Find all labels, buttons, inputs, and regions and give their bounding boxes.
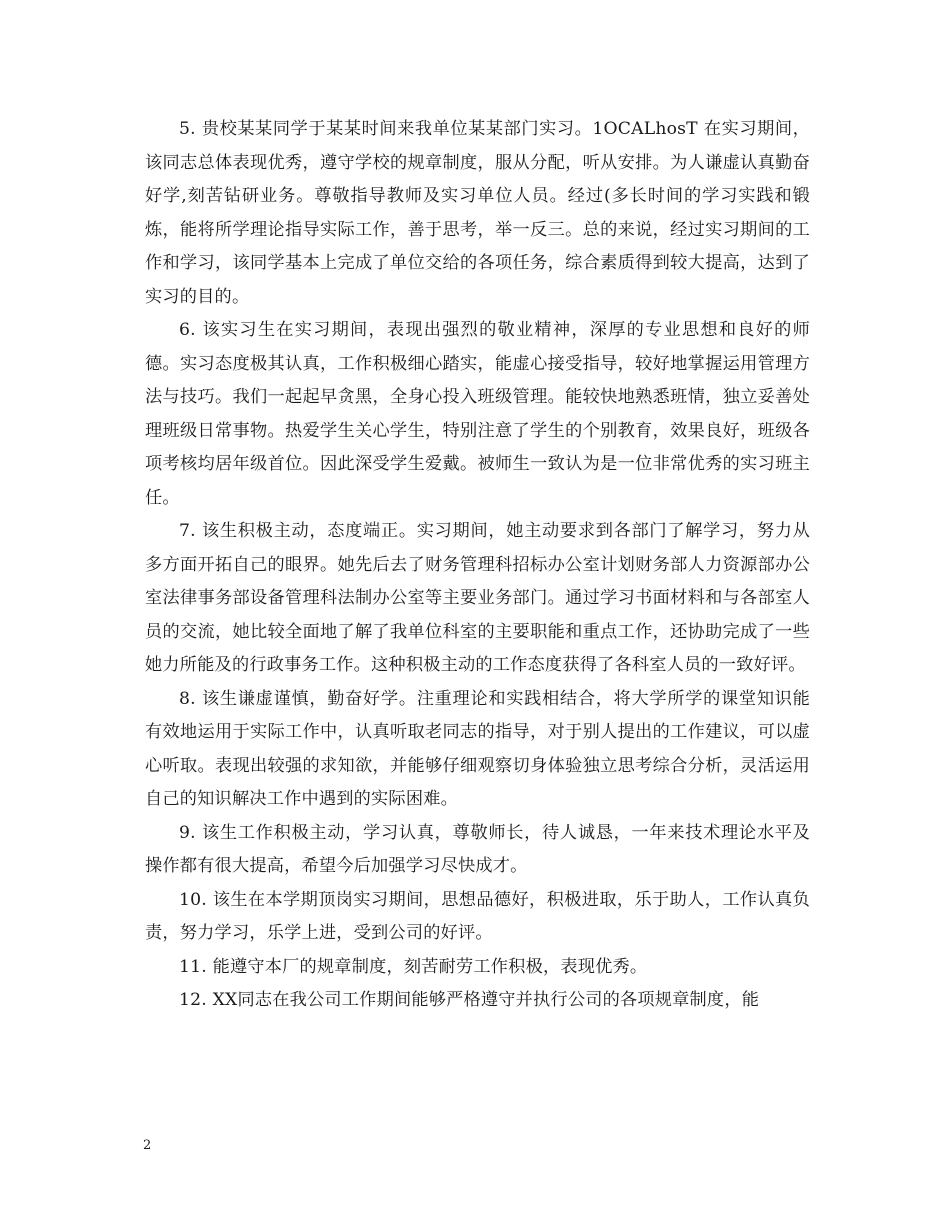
document-body [145,113,810,1018]
page-number: 2 [143,1138,152,1153]
paragraph-5: 5. 贵校某某同学于某某时间来我单位某某部门实习。1OCALhosT 在实习期间，该同志总体表现优秀，遵守学校的规章制度，服从分配，听从安排。为人谦虚认真勤奋好学,刻苦钻研业务。尊敬指导教师及实习单位人员。经过(多长时间的学习实践和锻炼，能将所学理论指导实际工作，善于思考，举一反三。总的来说，经过实习期间的工作和学习，该同学基本上完成了单位交给的各项任务，综合素质得到较大提高，达到了实习的目的。 [145,119,810,307]
paragraph-8: 8. 该生谦虚谨慎，勤奋好学。注重理论和实践相结合，将大学所学的课堂知识能有效地运用于实际工作中，认真听取老同志的指导，对于别人提出的工作建议，可以虚心听取。表现出较强的求知欲，并能够仔细观察切身体验独立思考综合分析，灵活运用自己的知识解决工作中遇到的实际困难。 [145,688,810,809]
paragraph-12: 12. XX同志在我公司工作期间能够严格遵守并执行公司的各项规章制度，能 [179,990,760,1010]
paragraph-6: 6. 该实习生在实习期间，表现出强烈的敬业精神，深厚的专业思想和良好的师德。实习态度极其认真，工作积极细心踏实，能虚心接受指导，较好地掌握运用管理方法与技巧。我们一起起早贪黑，全身心投入班级管理。能较快地熟悉班情，独立妥善处理班级日常事物。热爱学生关心学生，特别注意了学生的个别教育，效果良好，班级各项考核均居年级首位。因此深受学生爱戴。被师生一致认为是一位非常优秀的实习班主任。 [145,320,810,508]
paragraph-11: 11. 能遵守本厂的规章制度，刻苦耐劳工作积极，表现优秀。 [179,956,648,977]
paragraph-7: 7. 该生积极主动，态度端正。实习期间，她主动要求到各部门了解学习，努力从多方面开拓自己的眼界。她先后去了财务管理科招标办公室计划财务部人力资源部办公室法律事务部设备管理科法制办公室等主要业务部门。通过学习书面材料和与各部室人员的交流，她比较全面地了解了我单位科室的主要职能和重点工作，还协助完成了一些她力所能及的行政事务工作。这种积极主动的工作态度获得了各科室人员的一致好评。 [145,521,810,675]
paragraph-10: 10. 该生在本学期顶岗实习期间，思想品德好，积极进取，乐于助人，工作认真负责，努力学习，乐学上进，受到公司的好评。 [145,889,810,943]
paragraph-9: 9. 该生工作积极主动，学习认真，尊敬师长，待人诚恳，一年来技术理论水平及操作都有很大提高，希望今后加强学习尽快成才。 [145,822,810,876]
